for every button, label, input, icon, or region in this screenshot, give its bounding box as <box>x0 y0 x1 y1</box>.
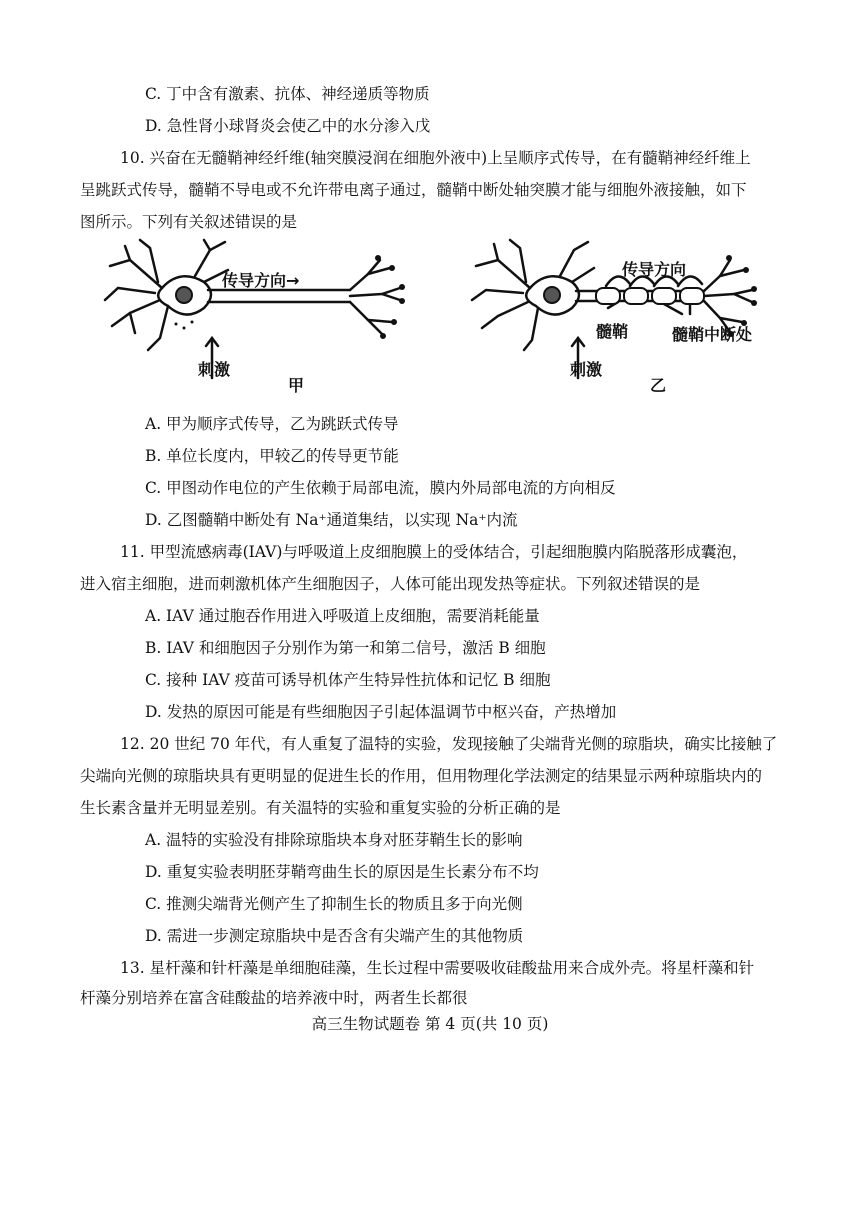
q9-option-c: C. 丁中含有激素、抗体、神经递质等物质 <box>145 85 430 103</box>
jia-caption: 甲 <box>288 376 305 395</box>
myelin-sheath-segment <box>652 288 676 304</box>
q13-stem-line-2: 杆藻分别培养在富含硅酸盐的培养液中时，两者生长都很 <box>80 989 468 1007</box>
q12-option-a: A. 温特的实验没有排除琼脂块本身对胚芽鞘生长的影响 <box>145 831 523 849</box>
nucleus-icon <box>176 287 192 303</box>
q10-stem-line-2: 呈跳跃式传导，髓鞘不导电或不允许带电离子通过，髓鞘中断处轴突膜才能与细胞外液接触，如下 <box>80 181 747 199</box>
page-footer: 高三生物试题卷 第 4 页(共 10 页) <box>311 1015 549 1033</box>
q10-option-a: A. 甲为顺序式传导，乙为跳跃式传导 <box>145 415 399 433</box>
q9-option-d: D. 急性肾小球肾炎会使乙中的水分渗入戊 <box>145 117 431 135</box>
yi-node-label: 髓鞘中断处 <box>672 325 753 344</box>
q10-option-d: D. 乙图髓鞘中断处有 Na⁺通道集结，以实现 Na⁺内流 <box>145 511 518 529</box>
myelin-sheath-segment <box>596 288 620 304</box>
q12-option-c: C. 推测尖端背光侧产生了抑制生长的物质且多于向光侧 <box>145 895 523 913</box>
myelin-sheath-segment <box>680 288 704 304</box>
q12-option-d: D. 需进一步测定琼脂块中是否含有尖端产生的其他物质 <box>145 927 524 945</box>
q12-stem-line-1: 12. 20 世纪 70 年代，有人重复了温特的实验，发现接触了尖端背光侧的琼脂块，确实比接触了 <box>120 735 778 753</box>
myelin-sheath-segment <box>624 288 648 304</box>
figure-yi-myelinated-neuron <box>468 238 768 398</box>
q11-option-c: C. 接种 IAV 疫苗可诱导机体产生特异性抗体和记忆 B 细胞 <box>145 671 551 689</box>
q13-stem-line-1: 13. 星杆藻和针杆藻是单细胞硅藻，生长过程中需要吸收硅酸盐用来合成外壳。将星杆藻和针 <box>120 959 755 977</box>
yi-myelin-label: 髓鞘 <box>596 322 629 341</box>
yi-caption: 乙 <box>650 376 667 395</box>
yi-direction-label: 传导方向 <box>622 260 687 279</box>
nucleus-icon <box>544 287 560 303</box>
q10-stem-line-1: 10. 兴奋在无髓鞘神经纤维(轴突膜浸润在细胞外液中)上呈顺序式传导，在有髓鞘神经纤维上 <box>120 149 751 167</box>
yi-stimulus-label: 刺激 <box>570 360 603 379</box>
jia-stimulus-label: 刺激 <box>198 360 231 379</box>
q10-option-b: B. 单位长度内，甲较乙的传导更节能 <box>145 447 399 465</box>
q12-stem-line-2: 尖端向光侧的琼脂块具有更明显的促进生长的作用，但用物理化学法测定的结果显示两种琼脂块内的 <box>80 767 763 785</box>
jia-direction-label: 传导方向→ <box>222 271 300 290</box>
figure-jia-unmyelinated-neuron <box>100 238 410 398</box>
q11-option-b: B. IAV 和细胞因子分别作为第一和第二信号，激活 B 细胞 <box>145 639 546 657</box>
q12-stem-line-3: 生长素含量并无明显差别。有关温特的实验和重复实验的分析正确的是 <box>80 799 561 817</box>
q10-option-c: C. 甲图动作电位的产生依赖于局部电流，膜内外局部电流的方向相反 <box>145 479 616 497</box>
q11-stem-line-1: 11. 甲型流感病毒(IAV)与呼吸道上皮细胞膜上的受体结合，引起细胞膜内陷脱落形成囊泡， <box>120 543 748 561</box>
q12-option-b: D. 重复实验表明胚芽鞘弯曲生长的原因是生长素分布不均 <box>145 863 539 881</box>
q10-stem-line-3: 图所示。下列有关叙述错误的是 <box>80 213 298 231</box>
q11-stem-line-2: 进入宿主细胞，进而刺激机体产生细胞因子，人体可能出现发热等症状。下列叙述错误的是 <box>80 575 701 593</box>
q11-option-a: A. IAV 通过胞吞作用进入呼吸道上皮细胞，需要消耗能量 <box>145 607 540 625</box>
q11-option-d: D. 发热的原因可能是有些细胞因子引起体温调节中枢兴奋，产热增加 <box>145 703 617 721</box>
